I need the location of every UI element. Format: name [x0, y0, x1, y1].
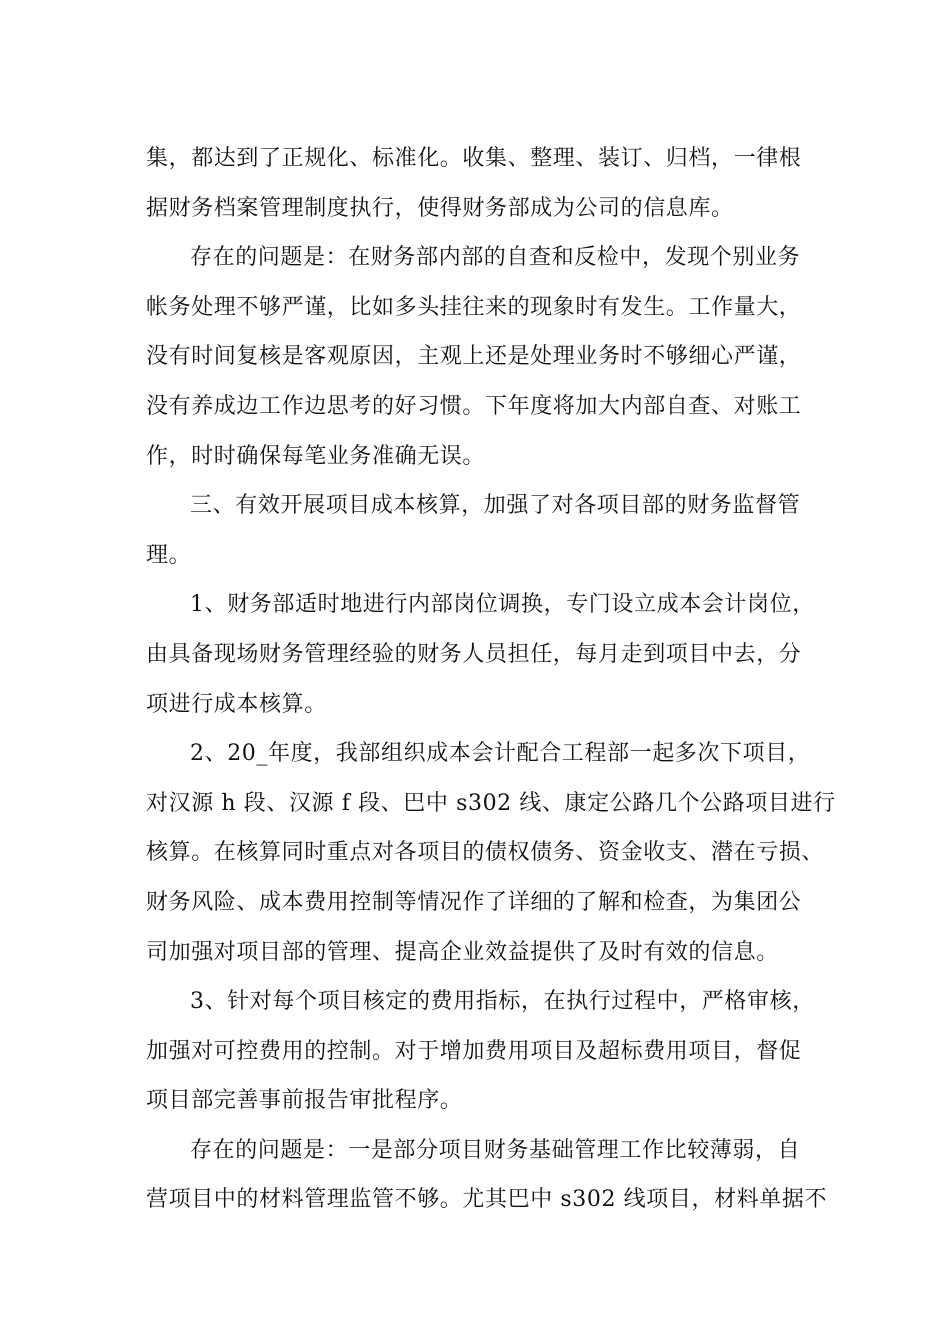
text-line: 项进行成本核算。	[146, 691, 327, 717]
text-line: 1、财务部适时地进行内部岗位调换，专门设立成本会计岗位，	[190, 592, 815, 618]
text-line: 帐务处理不够严谨，比如多头挂往来的现象时有发生。工作量大，	[146, 294, 802, 320]
text-line: 司加强对项目部的管理、提高企业效益提供了及时有效的信息。	[146, 939, 779, 965]
text-line: 据财务档案管理制度执行，使得财务部成为公司的信息库。	[146, 195, 734, 221]
text-line: 没有养成边工作边思考的好习惯。下年度将加大内部自查、对账工	[146, 393, 802, 419]
text-line: 存在的问题是：在财务部内部的自查和反检中，发现个别业务	[190, 245, 801, 271]
document-body	[146, 134, 836, 1225]
text-line: 由具备现场财务管理经验的财务人员担任，每月走到项目中去，分	[146, 641, 802, 667]
text-line: 项目部完善事前报告审批程序。	[146, 1088, 463, 1114]
text-line: 3、针对每个项目核定的费用指标，在执行过程中，严格审核，	[190, 989, 815, 1015]
text-line: 财务风险、成本费用控制等情况作了详细的了解和检查，为集团公	[146, 889, 802, 915]
text-line: 理。	[146, 542, 192, 568]
text-line: 集，都达到了正规化、标准化。收集、整理、装订、归档，一律根	[146, 146, 802, 171]
text-line: 核算。在核算同时重点对各项目的债权债务、资金收支、潜在亏损、	[146, 840, 825, 866]
text-line: 没有时间复核是客观原因，主观上还是处理业务时不够细心严谨，	[146, 344, 802, 370]
text-line: 2、20_年度，我部组织成本会计配合工程部一起多次下项目，	[190, 741, 811, 767]
text-line: 加强对可控费用的控制。对于增加费用项目及超标费用项目，督促	[146, 1038, 802, 1064]
text-line: 作，时时确保每笔业务准确无误。	[146, 443, 486, 469]
text-line: 存在的问题是：一是部分项目财务基础管理工作比较薄弱，自	[190, 1137, 801, 1163]
text-line: 营项目中的材料管理监管不够。尤其巴中 s302 线项目，材料单据不	[146, 1187, 828, 1213]
text-line: 对汉源 h 段、汉源 f 段、巴中 s302 线、康定公路几个公路项目进行	[146, 790, 836, 816]
text-line: 三、有效开展项目成本核算，加强了对各项目部的财务监督管	[190, 493, 801, 519]
